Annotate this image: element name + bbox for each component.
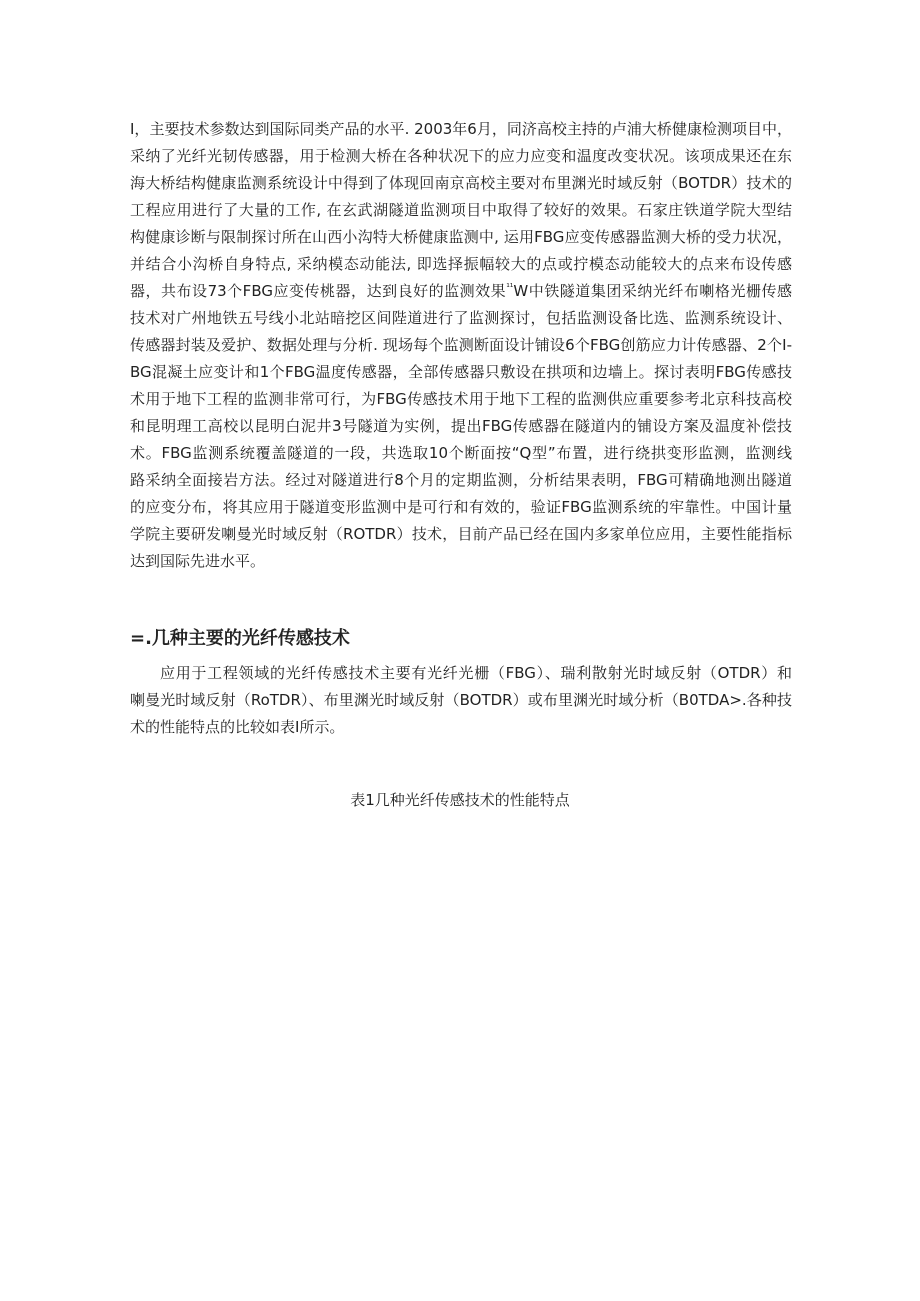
paragraph-line-with-citation — [130, 278, 792, 305]
paragraph-sensing-techniques — [130, 660, 792, 741]
paragraph-line: 传感器封装及爱护、数据处理与分析. 现场每个监测断面设计铺设6个FBG创筋应力计传感器、2个I- — [130, 336, 792, 354]
paragraph-line: 采纳了光纤光韧传感器，用于检测大桥在各种状况下的应力应变和温度改变状况。该项成果还在东 — [130, 147, 792, 165]
paragraph-line: 海大桥结构健康监测系统设计中得到了体现回南京高校主要对布里渊光时域反射（BOTDR）技术的 — [130, 174, 792, 192]
paragraph-technology-survey — [130, 116, 792, 575]
paragraph-line: 喇曼光时域反射（RoTDR）、布里渊光时域反射（BOTDR）或布里渊光时域分析（B0TDA>.各种技 — [130, 691, 792, 709]
paragraph-line: 路采纳全面接岩方法。经过对隧道进行8个月的定期监测，分析结果表明，FBG可精确地测出隧道 — [130, 471, 792, 489]
paragraph-line: I，主要技术参数达到国际同类产品的水平. 2003年6月，同济高校主持的卢浦大桥健康检测项目中， — [130, 120, 792, 138]
paragraph-line: 学院主要研发喇曼光时域反射（ROTDR）技术，目前产品已经在国内多家单位应用，主要性能指标 — [130, 525, 792, 543]
paragraph-line: 并结合小沟桥自身特点, 采纳模态动能法, 即选择振幅较大的点或拧模态动能较大的点来布设传感 — [130, 255, 792, 273]
paragraph-line: 术用于地下工程的监测非常可行，为FBG传感技术用于地下工程的监测供应重要参考北京科技高校 — [130, 390, 792, 408]
paragraph-line: 术的性能特点的比较如表I所示。 — [130, 718, 345, 736]
paragraph-line: 术。FBG监测系统覆盖隧道的一段，共选取10个断面按“Q型”布置，进行绕拱变形监测，监测线 — [130, 444, 792, 462]
paragraph-line: 的应变分布，将其应用于隧道变形监测中是可行和有效的，验证FBG监测系统的牢靠性。中国计量 — [130, 498, 792, 516]
paragraph-line: 达到国际先进水平。 — [130, 552, 266, 570]
paragraph-line-indented: 应用于工程领域的光纤传感技术主要有光纤光栅（FBG）、瑞利散射光时域反射（OTDR）和 — [160, 664, 792, 682]
paragraph-line: 工程应用进行了大量的工作, 在玄武湖隧道监测项目中取得了较好的效果。石家庄铁道学院大型结 — [130, 201, 792, 219]
paragraph-line: 构健康诊断与限制探讨所在山西小沟特大桥健康监测中, 运用FBG应变传感器监测大桥的受力状况， — [130, 228, 792, 246]
paragraph-line-tail: W中铁隧道集团采纳光纤布喇格光栅传感 — [513, 282, 792, 300]
paragraph-line: BG混凝土应变计和1个FBG温度传感器，全部传感器只敷设在拱项和边墙上。探讨表明FBG传感技 — [130, 363, 792, 381]
paragraph-line-head: 器，共布设73个FBG应变传桃器，达到良好的监测效果 — [130, 282, 507, 300]
paragraph-line: 和昆明理工高校以昆明白泥井3号隧道为实例，提出FBG传感器在隧道内的铺设方案及温度补偿技 — [130, 417, 792, 435]
table-caption: 表1几种光纤传感技术的性能特点 — [350, 791, 570, 809]
citation-superscript: ¹¹ — [506, 283, 514, 293]
section-heading: =.几种主要的光纤传感技术 — [130, 628, 350, 649]
paragraph-line: 技术对广州地铁五号线小北站暗挖区间陛道进行了监测探讨，包括监测设备比选、监测系统设计、 — [130, 309, 792, 327]
